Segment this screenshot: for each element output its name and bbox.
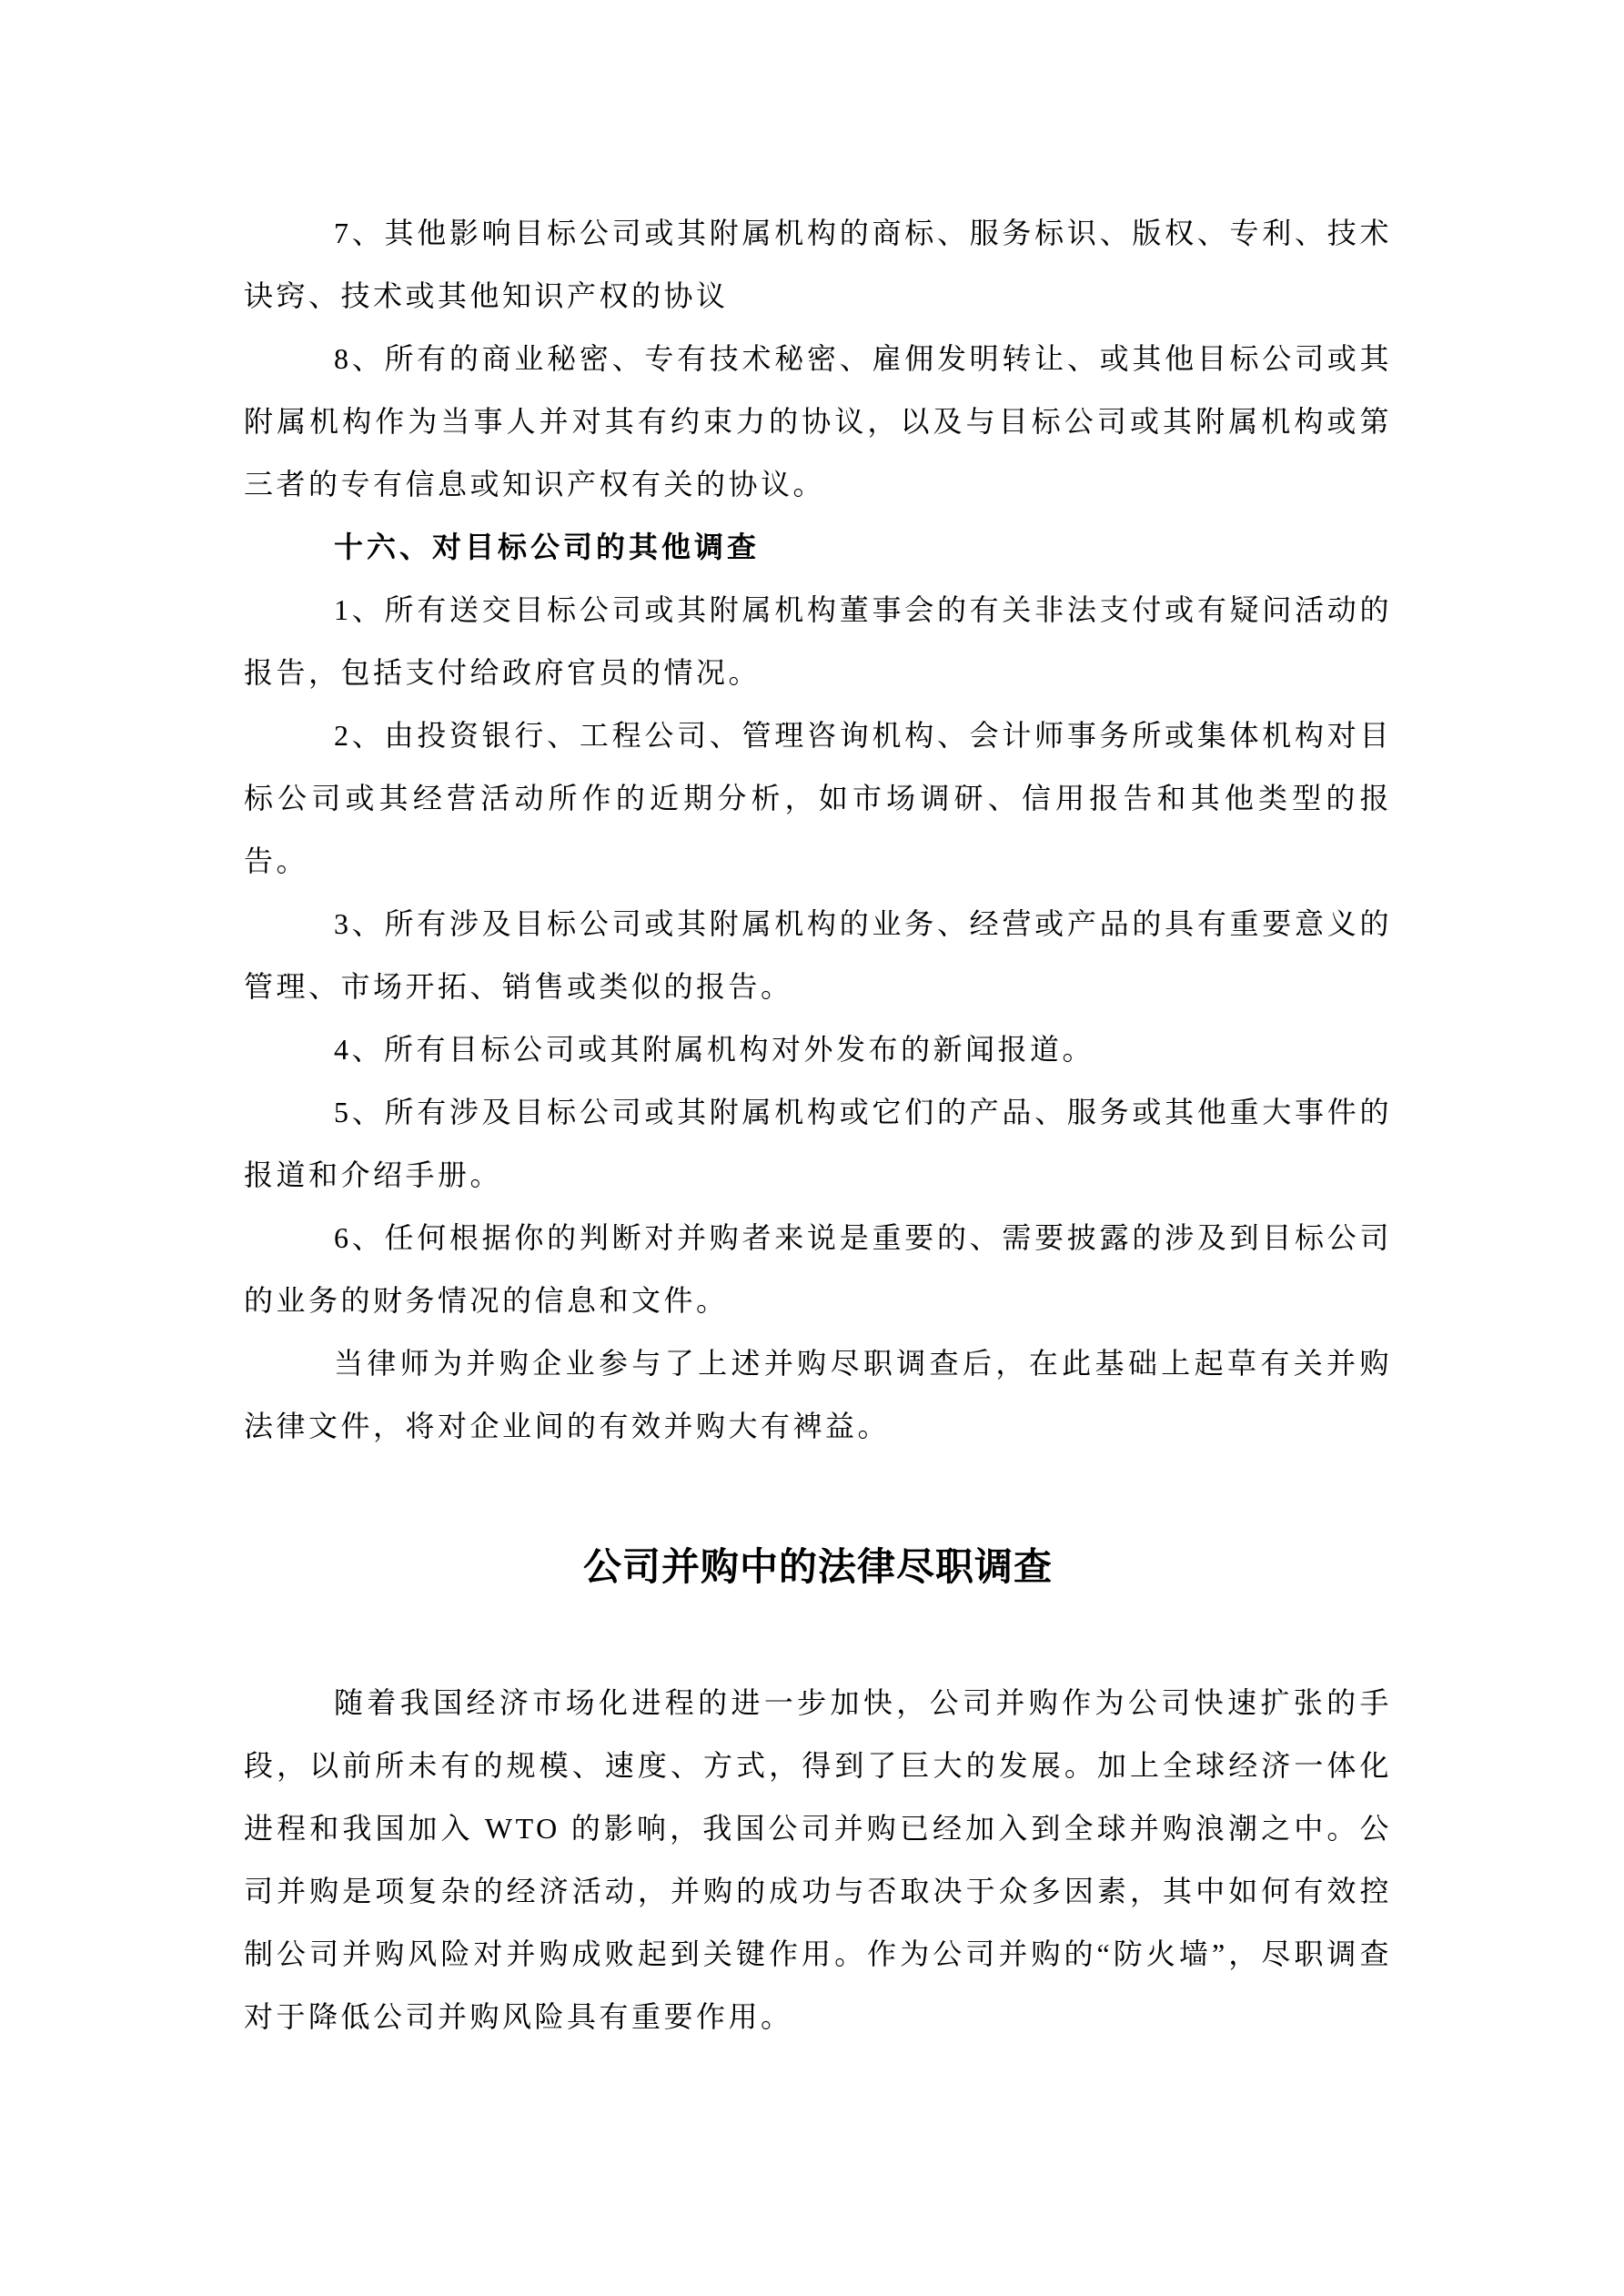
checklist-item-7: 7、其他影响目标公司或其附属机构的商标、服务标识、版权、专利、技术诀窍、技术或其他知识产权的协议 <box>244 217 1392 312</box>
sub-item-6: 6、任何根据你的判断对并购者来说是重要的、需要披露的涉及到目标公司的业务的财务情况的信息和文件。 <box>244 1221 1392 1317</box>
checklist-item-8: 8、所有的商业秘密、专有技术秘密、雇佣发明转让、或其他目标公司或其附属机构作为当事人并对其有约束力的协议，以及与目标公司或其附属机构或第三者的专有信息或知识产权有关的协议。 <box>244 342 1392 501</box>
sub-item-5: 5、所有涉及目标公司或其附属机构或它们的产品、服务或其他重大事件的报道和介绍手册。 <box>244 1096 1392 1191</box>
sub-item-4: 4、所有目标公司或其附属机构对外发布的新闻报道。 <box>334 1033 1095 1066</box>
sub-item-2: 2、由投资银行、工程公司、管理咨询机构、会计师事务所或集体机构对目标公司或其经营活动所作的近期分析，如市场调研、信用报告和其他类型的报告。 <box>244 719 1392 877</box>
sub-item-3: 3、所有涉及目标公司或其附属机构的业务、经营或产品的具有重要意义的管理、市场开拓、销售或类似的报告。 <box>244 907 1392 1003</box>
article-title: 公司并购中的法律尽职调查 <box>582 1545 1053 1588</box>
closing-paragraph: 当律师为并购企业参与了上述并购尽职调查后，在此基础上起草有关并购法律文件，将对企业间的有效并购大有裨益。 <box>244 1347 1392 1442</box>
article-intro-paragraph: 随着我国经济市场化进程的进一步加快，公司并购作为公司快速扩张的手段，以前所未有的规模、速度、方式，得到了巨大的发展。加上全球经济一体化进程和我国加入 WTO 的影响，我国公司并购已经加入到全球并购浪潮之中。公司并购是项复杂的经济活动，并购的成功与否取决于众多因素，其中如何有效控制公司并购风险对并购成败起到关键作用。作为公司并购的“防火墙”，尽职调查对于降低公司并购风险具有重要作用。 <box>244 1686 1392 2033</box>
section-heading-16: 十六、对目标公司的其他调查 <box>334 531 761 563</box>
sub-item-1: 1、所有送交目标公司或其附属机构董事会的有关非法支付或有疑问活动的报告，包括支付给政府官员的情况。 <box>244 593 1392 689</box>
